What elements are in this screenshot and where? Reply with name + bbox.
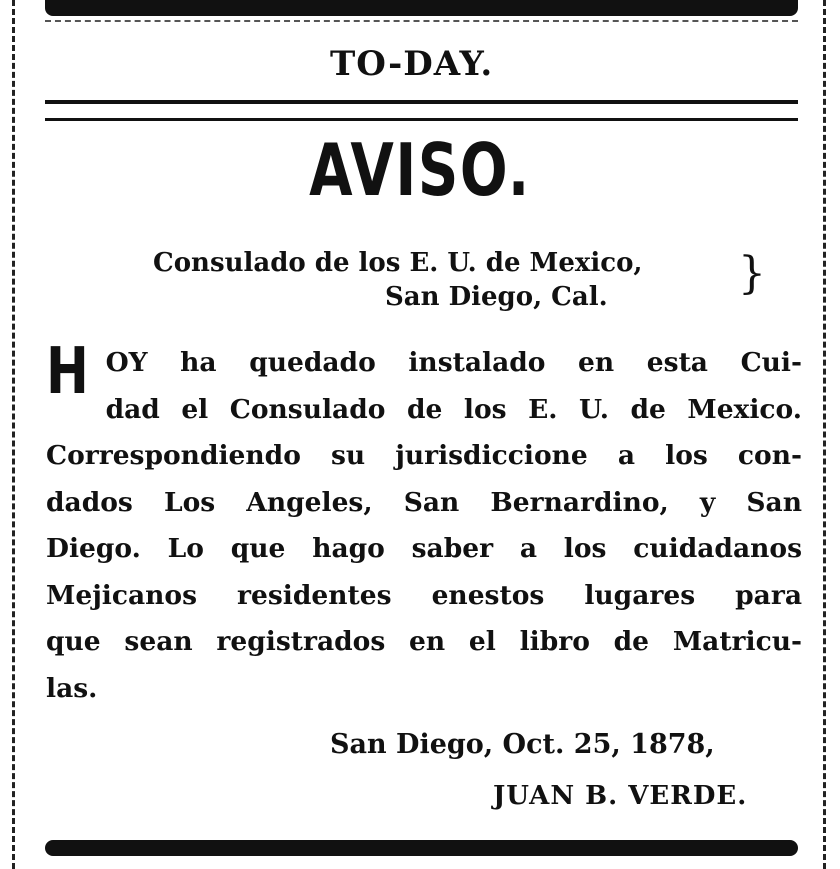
separator-rule-1: [45, 100, 798, 104]
body-line: las.: [46, 672, 98, 704]
right-column-rule: [823, 0, 826, 869]
date-place: San Diego, Oct. 25, 1878,: [330, 729, 715, 760]
drop-cap: H: [46, 335, 89, 409]
body-line: que sean registrados en el libro de Matricu-: [46, 626, 802, 657]
body-line: dad el Consulado de los E. U. de Mexico.: [105, 393, 802, 425]
notice-title: AVISO.: [309, 128, 531, 212]
notice-body: [46, 335, 802, 712]
body-line: dados Los Angeles, San Bernardino, y San: [46, 486, 802, 518]
signature: JUAN B. VERDE.: [493, 781, 748, 811]
separator-rule-2: [45, 118, 798, 121]
body-line: Correspondiendo su jurisdiccione a los con-: [46, 440, 802, 471]
consulate-line-2: San Diego, Cal.: [385, 282, 608, 312]
bottom-heavy-rule: [45, 840, 798, 856]
brace-mark: }: [738, 248, 766, 299]
body-line: OY ha quedado instalado en esta Cui-: [105, 347, 802, 378]
consulate-line-1: Consulado de los E. U. de Mexico,: [153, 248, 643, 278]
left-column-rule: [12, 0, 15, 869]
top-dashed-rule: [45, 20, 798, 22]
today-heading: TO-DAY.: [330, 44, 494, 84]
body-line: Diego. Lo que hago saber a los cuidadanos: [46, 533, 802, 564]
top-heavy-rule: [45, 0, 798, 16]
body-line: Mejicanos residentes enestos lugares para: [46, 579, 802, 611]
